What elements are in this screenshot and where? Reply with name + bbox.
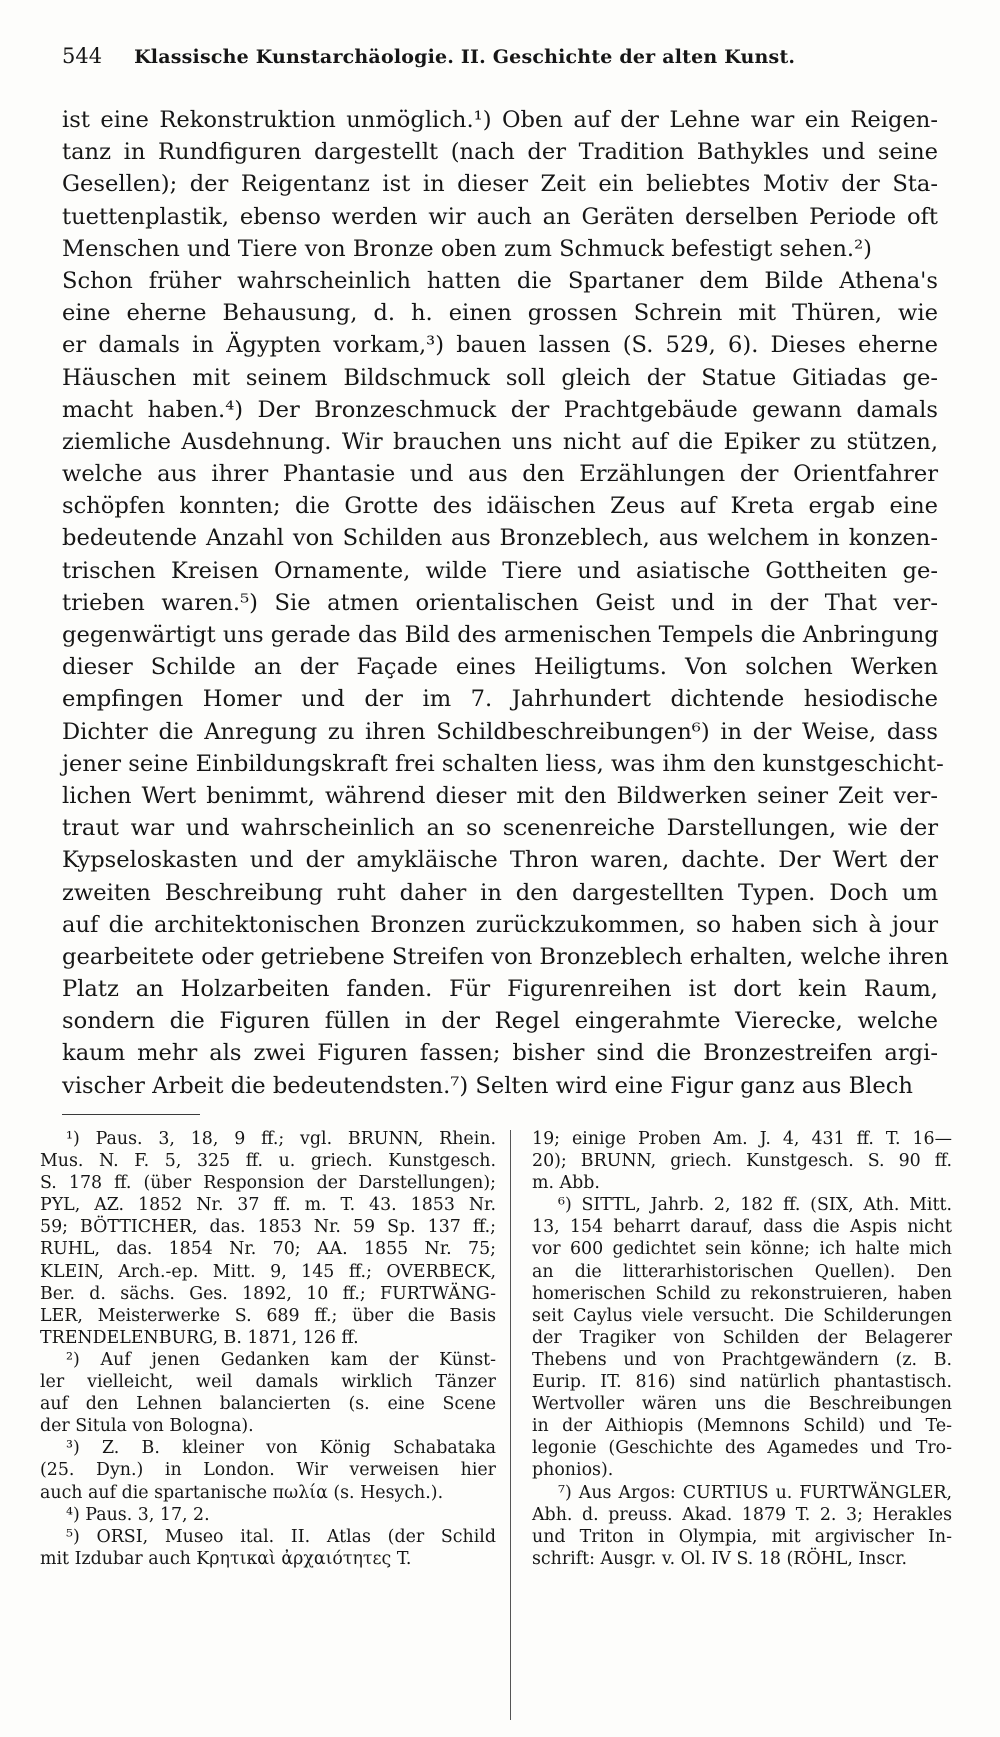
text-line: Schon früher wahrscheinlich hatten die Spartaner dem Bilde Athena's [62, 267, 938, 294]
footnote-line: ⁵) ORSI, Museo ital. II. Atlas (der Schild [66, 1526, 496, 1547]
footnote-line: Wertvoller wären uns die Beschreibungen [532, 1394, 952, 1415]
footnote-line: m. Abb. [532, 1173, 600, 1194]
footnote-line: seit Caylus viele versucht. Die Schilderungen [532, 1305, 952, 1326]
text-line: bedeutende Anzahl von Schilden aus Bronzeblech, aus welchem in konzen- [62, 525, 938, 552]
footnote-line: S. 178 ff. (über Responsion der Darstellungen); [40, 1173, 496, 1194]
text-line: lichen Wert benimmt, während dieser mit den Bildwerken seiner Zeit ver- [62, 782, 938, 809]
footnote-line: Ber. d. sächs. Ges. 1892, 10 ff.; FURTWÄNG- [40, 1283, 496, 1304]
text-line: trischen Kreisen Ornamente, wilde Tiere und asiatische Gottheiten ge- [62, 557, 938, 584]
footnote-line: TRENDELENBURG, B. 1871, 126 ff. [40, 1327, 359, 1348]
text-line: jener seine Einbildungskraft frei schalten liess, was ihm den kunstgeschicht- [62, 750, 944, 777]
footnote-line: in der Aithiopis (Memnons Schild) und Te- [532, 1416, 952, 1437]
text-line: trieben waren.⁵) Sie atmen orientalischen Geist und in der That ver- [62, 589, 938, 616]
text-line: dieser Schilde an der Façade eines Heiligtums. Von solchen Werken [62, 654, 938, 681]
footnote-line: phonios). [532, 1460, 614, 1481]
footnote-line: ²) Auf jenen Gedanken kam der Künst- [66, 1349, 496, 1370]
footnote-line: Thebens und von Prachtgewändern (z. B. [532, 1349, 952, 1370]
text-line: tuettenplastik, ebenso werden wir auch an Geräten derselben Periode oft [62, 203, 938, 230]
text-line: tanz in Rundfiguren dargestellt (nach der Tradition Bathykles und seine [62, 139, 938, 166]
text-line: auf die architektonischen Bronzen zurückzukommen, so haben sich à jour [62, 911, 938, 938]
footnote-line: ⁴) Paus. 3, 17, 2. [66, 1504, 210, 1525]
text-line: Kypseloskasten und der amykläische Thron waren, dachte. Der Wert der [62, 847, 938, 874]
footnote-line: PYL, AZ. 1852 Nr. 37 ff. m. T. 43. 1853 Nr. [40, 1195, 496, 1216]
text-line: er damals in Ägypten vorkam,³) bauen lassen (S. 529, 6). Dieses eherne [62, 332, 938, 359]
footnote-line: mit Izdubar auch Κρητικαὶ ἀρχαιότητες T. [40, 1548, 412, 1569]
footnote-line: Abh. d. preuss. Akad. 1879 T. 2. 3; Herakles [532, 1504, 952, 1525]
text-line: kaum mehr als zwei Figuren fassen; bisher sind die Bronzestreifen argi- [62, 1040, 938, 1067]
footnote-column-divider [510, 1130, 511, 1720]
running-head: Klassische Kunstarchäologie. II. Geschichte der alten Kunst. [134, 46, 796, 68]
footnote-line: Eurip. IT. 816) sind natürlich phantastisch. [532, 1372, 952, 1393]
text-line: sondern die Figuren füllen in der Regel eingerahmte Vierecke, welche [62, 1008, 938, 1035]
footnote-line: (25. Dyn.) in London. Wir verweisen hier [40, 1460, 496, 1481]
text-line: ziemliche Ausdehnung. Wir brauchen uns nicht auf die Epiker zu stützen, [62, 428, 938, 455]
footnote-line: ⁷) Aus Argos: CURTIUS u. FURTWÄNGLER, [558, 1482, 952, 1503]
footnote-line: und Triton in Olympia, mit argivischer In- [532, 1526, 952, 1547]
footnote-line: RUHL, das. 1854 Nr. 70; AA. 1855 Nr. 75; [40, 1239, 496, 1260]
footnote-line: auch auf die spartanische πωλία (s. Hesych.). [40, 1482, 444, 1503]
footnote-line: 19; einige Proben Am. J. 4, 431 ff. T. 16— [532, 1129, 952, 1149]
footnote-line: legonie (Geschichte des Agamedes und Tro- [532, 1438, 952, 1459]
text-line: macht haben.⁴) Der Bronzeschmuck der Prachtgebäude gewann damals [62, 396, 938, 423]
footnote-line: 13, 154 beharrt darauf, dass die Aspis nicht [532, 1217, 952, 1238]
text-line: Häuschen mit seinem Bildschmuck soll gleich der Statue Gitiadas ge- [62, 364, 938, 391]
footnote-line: homerischen Schild zu rekonstruieren, haben [532, 1283, 952, 1304]
text-line: gegenwärtigt uns gerade das Bild des armenischen Tempels die Anbringung [62, 622, 939, 648]
text-line: Menschen und Tiere von Bronze oben zum Schmuck befestigt sehen.²) [62, 235, 872, 262]
footnotes-left-column [40, 1128, 496, 1570]
footnote-line: auf den Lehnen balancierten (s. eine Scene [40, 1394, 496, 1415]
text-line: Platz an Holzarbeiten fanden. Für Figurenreihen ist dort kein Raum, [62, 976, 938, 1003]
footnote-line: ³) Z. B. kleiner von König Schabataka [66, 1438, 496, 1459]
text-line: schöpfen konnten; die Grotte des idäischen Zeus auf Kreta ergab eine [62, 493, 938, 520]
main-text [62, 104, 949, 1102]
footnotes-right-column [532, 1128, 952, 1570]
text-line: Dichter die Anregung zu ihren Schildbeschreibungen⁶) in der Weise, dass [62, 718, 938, 745]
footnote-line: an die litterarhistorischen Quellen). Den [532, 1261, 952, 1282]
footnote-line: der Tragiker von Schilden der Belagerer [532, 1327, 952, 1348]
text-line: welche aus ihrer Phantasie und aus den Erzählungen der Orientfahrer [62, 461, 938, 488]
footnote-line: ler vielleicht, weil damals wirklich Tänzer [40, 1372, 496, 1393]
footnote-line: schrift: Ausgr. v. Ol. IV S. 18 (RÖHL, Inscr. [532, 1548, 908, 1569]
footnote-line: Mus. N. F. 5, 325 ff. u. griech. Kunstgesch. [40, 1151, 496, 1172]
text-line: gearbeitete oder getriebene Streifen von Bronzeblech erhalten, welche ihren [62, 943, 949, 970]
footnote-line: der Situla von Bologna). [40, 1416, 254, 1437]
page-number: 544 [62, 44, 103, 68]
footnote-line: 59; BÖTTICHER, das. 1853 Nr. 59 Sp. 137 ff.; [40, 1217, 496, 1238]
footnote-line: vor 600 gedichtet sein könne; ich halte mich [532, 1239, 952, 1260]
text-line: traut war und wahrscheinlich an so scenenreiche Darstellungen, wie der [62, 815, 938, 842]
page-header [62, 44, 912, 84]
text-line: ist eine Rekonstruktion unmöglich.¹) Oben auf der Lehne war ein Reigen- [62, 107, 938, 133]
footnote-line: KLEIN, Arch.-ep. Mitt. 9, 145 ff.; OVERBECK, [40, 1261, 496, 1282]
footnote-line: ⁶) SITTL, Jahrb. 2, 182 ff. (SIX, Ath. Mitt. [558, 1195, 952, 1216]
text-line: empfingen Homer und der im 7. Jahrhundert dichtende hesiodische [62, 686, 938, 713]
text-line: eine eherne Behausung, d. h. einen grossen Schrein mit Thüren, wie [62, 300, 938, 327]
footnote-line: 20); BRUNN, griech. Kunstgesch. S. 90 ff. [532, 1151, 952, 1172]
text-line: vischer Arbeit die bedeutendsten.⁷) Selten wird eine Figur ganz aus Blech [62, 1072, 913, 1099]
footnote-separator [62, 1114, 200, 1115]
text-line: Gesellen); der Reigentanz ist in dieser Zeit ein beliebtes Motiv der Sta- [62, 171, 938, 198]
footnote-line: LER, Meisterwerke S. 689 ff.; über die Basis [40, 1305, 496, 1326]
footnote-line: ¹) Paus. 3, 18, 9 ff.; vgl. BRUNN, Rhein. [66, 1129, 496, 1149]
text-line: zweiten Beschreibung ruht daher in den dargestellten Typen. Doch um [62, 879, 938, 906]
